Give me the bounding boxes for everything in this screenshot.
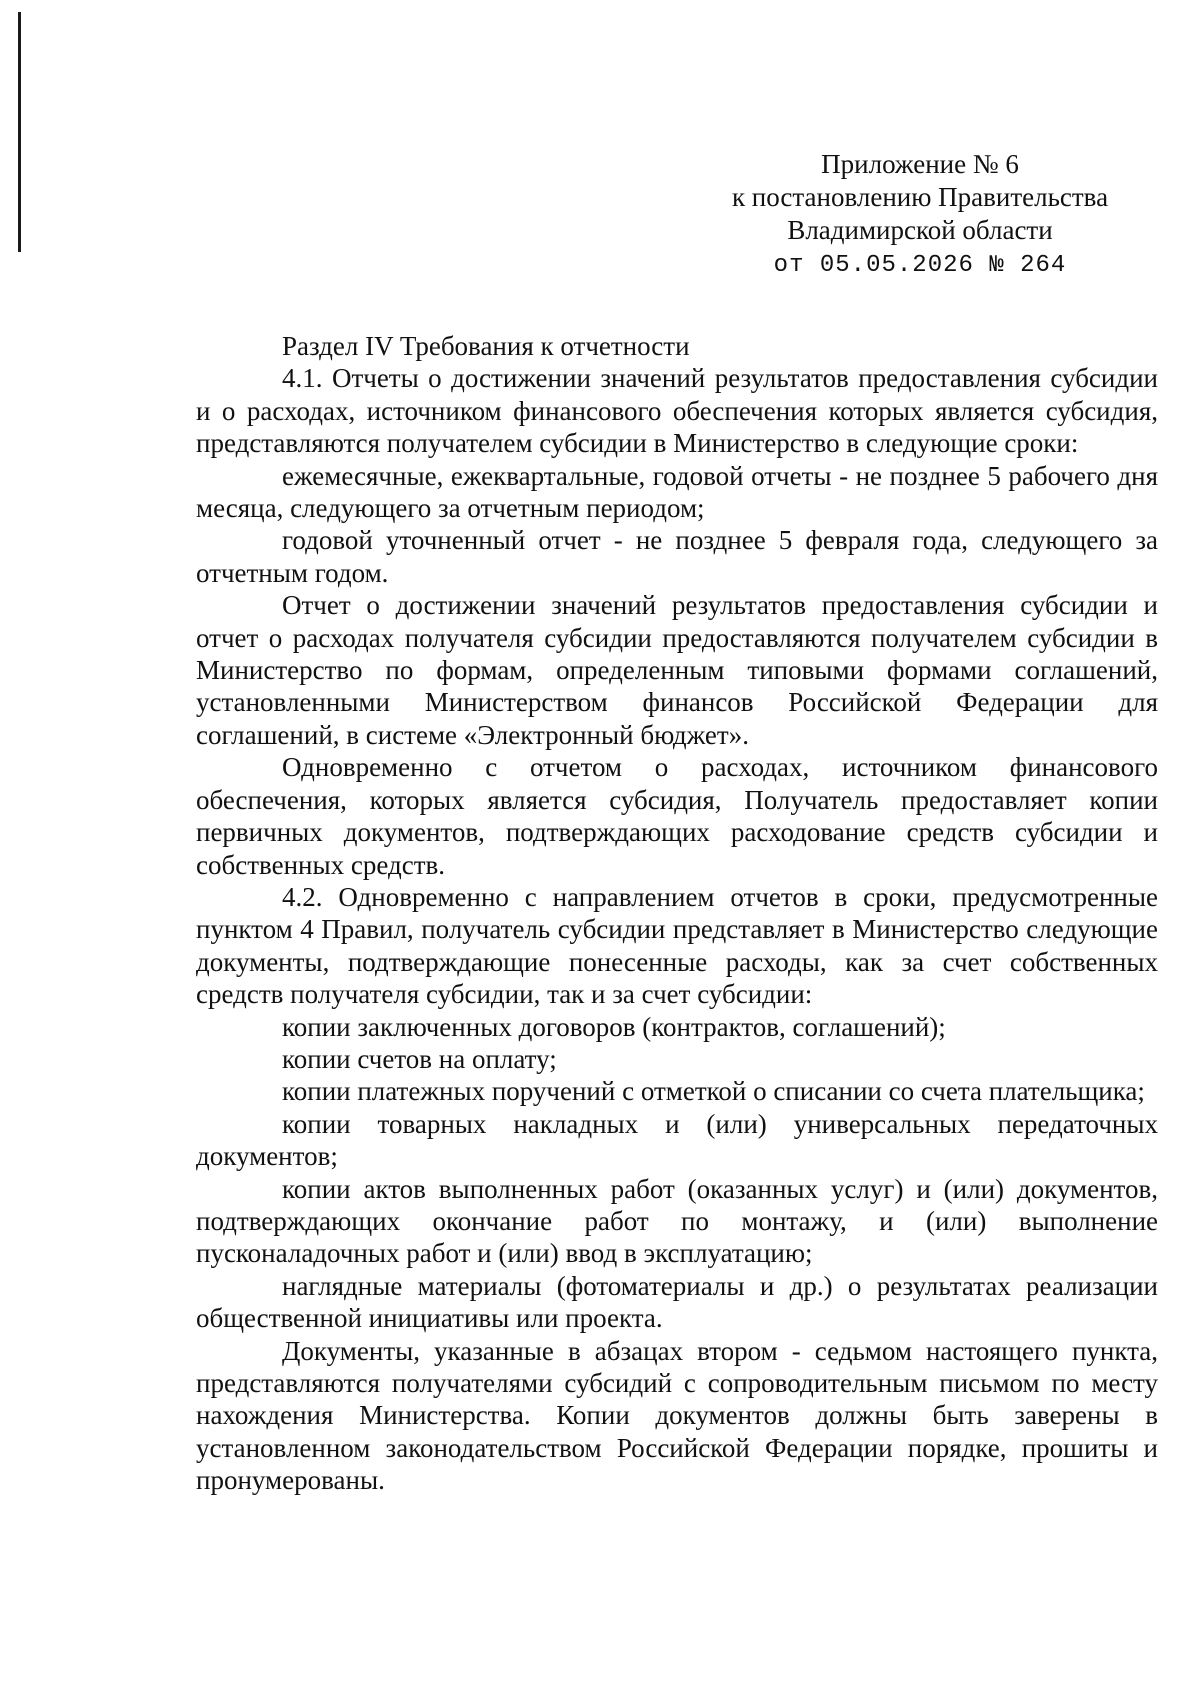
paragraph: 4.1. Отчеты о достижении значений результатов предоставления субсидии и о расходах, источником финансового обеспечения которых является субсидия, представляются получателем субсидии в Министерство в следующие сроки: xyxy=(196,363,1158,459)
paragraph: копии актов выполненных работ (оказанных услуг) и (или) документов, подтверждающих окончание работ по монтажу, и (или) выполнение пусконаладочных работ и (или) ввод в эксплуатацию; xyxy=(196,1173,1158,1269)
paragraph: Документы, указанные в абзацах втором - седьмом настоящего пункта, представляются получателями субсидий с сопроводительным письмом по месту нахождения Министерства. Копии документов должны быть заверены в установленном законодательством Российской Федерации порядке, прошиты и пронумерованы. xyxy=(196,1335,1158,1496)
appendix-reference: к постановлению Правительства xyxy=(731,182,1109,212)
paragraph: годовой уточненный отчет - не позднее 5 февраля года, следующего за отчетным годом. xyxy=(196,525,1158,588)
appendix-header xyxy=(700,148,1140,282)
paragraph: Одновременно с отчетом о расходах, источником финансового обеспечения, которых является субсидия, Получатель предоставляет копии первичных документов, подтверждающих расходование средств субсидии и собственных средств. xyxy=(196,752,1158,880)
paragraph: копии заключенных договоров (контрактов, соглашений); xyxy=(282,1011,946,1042)
paragraph: ежемесячные, ежеквартальные, годовой отчеты - не позднее 5 рабочего дня месяца, следующего за отчетным периодом; xyxy=(196,460,1158,524)
appendix-region: Владимирской области xyxy=(787,215,1053,245)
section-title: Раздел IV Требования к отчетности xyxy=(282,331,690,361)
paragraph: 4.2. Одновременно с направлением отчетов в сроки, предусмотренные пунктом 4 Правил, получатель субсидии представляет в Министерство следующие документы, подтверждающие понесенные расходы, как за счет собственных средств получателя субсидии, так и за счет субсидии: xyxy=(196,881,1158,1010)
paragraph: копии счетов на оплату; xyxy=(282,1043,557,1074)
paragraph: наглядные материалы (фотоматериалы и др.) о результатах реализации общественной инициативы или проекта. xyxy=(196,1270,1158,1334)
order-date-number: от 05.05.2026 № 264 xyxy=(773,252,1067,279)
paragraph: копии товарных накладных и (или) универсальных передаточных документов; xyxy=(196,1108,1158,1172)
paragraph: копии платежных поручений с отметкой о списании со счета плательщика; xyxy=(282,1076,1145,1107)
document-body xyxy=(196,330,1158,1497)
scan-margin-line xyxy=(18,12,21,252)
appendix-number: Приложение № 6 xyxy=(821,149,1019,179)
paragraph: Отчет о достижении значений результатов предоставления субсидии и отчет о расходах получателя субсидии предоставляются получателем субсидии в Министерство по формам, определенным типовыми формами соглашений, установленными Министерством финансов Российской Федерации для соглашений, в системе «Электронный бюджет». xyxy=(196,590,1158,750)
